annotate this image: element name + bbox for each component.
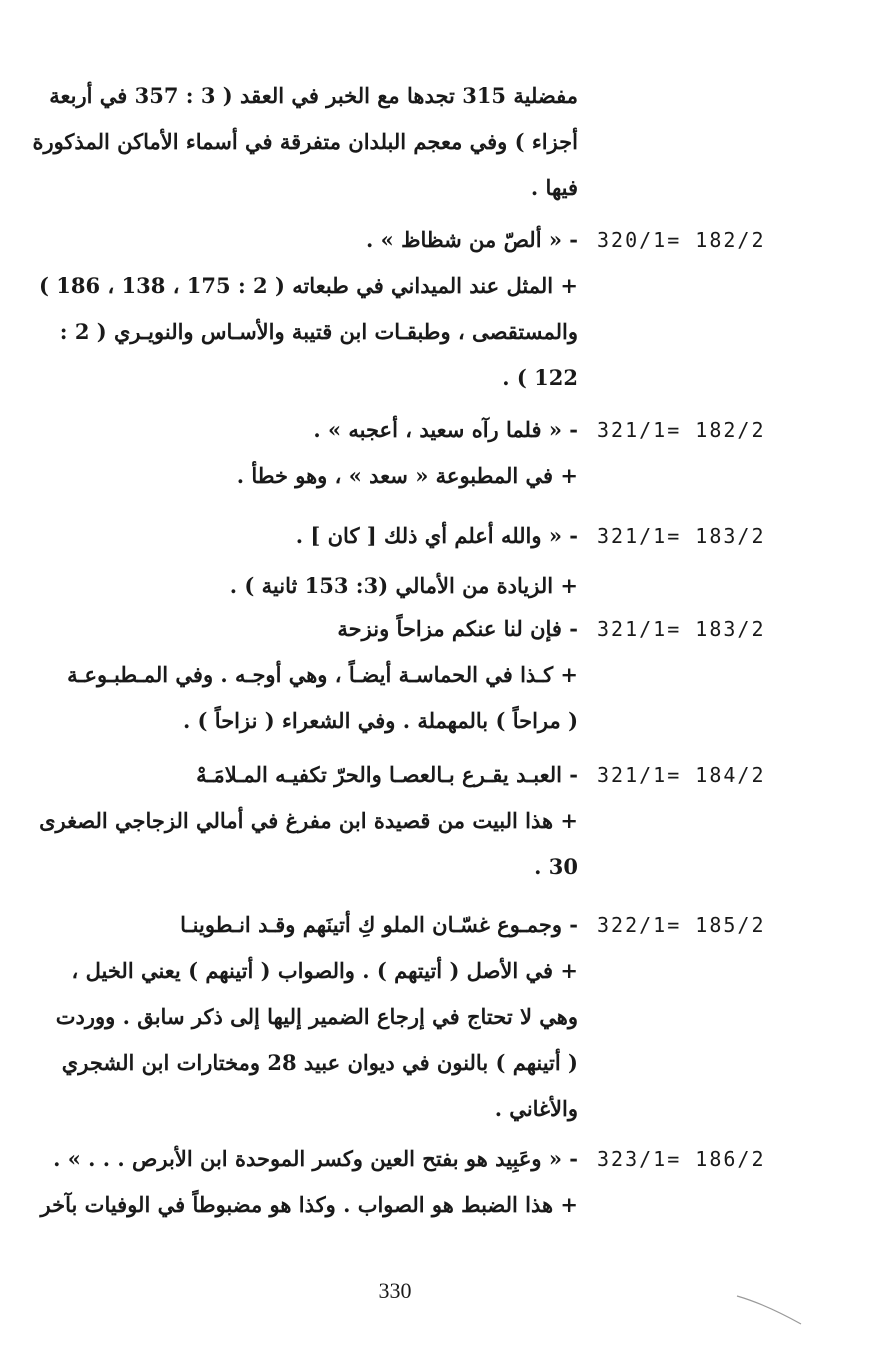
- text-line: - « فلما رآه سعيد ، أعجبه » .: [313, 417, 578, 442]
- text-line: - « ألصّ من شظاظ » .: [366, 227, 578, 252]
- intro-paragraph: [22, 73, 578, 211]
- text-line: + في الأصل ( أتيتهم ) . والصواب ( أتينهم ) يعني الخيل ،: [71, 958, 578, 983]
- text-line: والمستقصى ، وطبقـات ابن قتيبة والأسـاس والنويـري ( 2 :: [59, 319, 578, 344]
- entry-reference: 321/1= 184/2: [597, 763, 766, 787]
- text-line: وهي لا تحتاج في إرجاع الضمير إليها إلى ذكر سابق . ووردت: [55, 1004, 578, 1029]
- page-number: 330: [378, 1278, 412, 1303]
- text-line: + المثل عند الميداني في طبعاته ( 2 : 175 ، 138 ، 186 ): [39, 273, 578, 298]
- text-line: أجزاء ) وفي معجم البلدان متفرقة في أسماء الأماكن المذكورة: [32, 129, 578, 154]
- text-line: - العبـد يقـرع بـالعصـا والحرّ تكفيـه المـلامَـهْ: [196, 762, 578, 787]
- text-line: - « وعَبِيد هو بفتح العين وكسر الموحدة ابن الأبرص . . . » .: [53, 1146, 578, 1171]
- text-line: + في المطبوعة « سعد » ، وهو خطأ .: [236, 463, 578, 488]
- entry-text: [22, 1136, 578, 1228]
- entry-text: [22, 752, 578, 890]
- entry-text: [22, 563, 578, 609]
- text-line: - « والله أعلم أي ذلك [ كان ] .: [295, 523, 578, 548]
- text-line: والأغاني .: [494, 1096, 578, 1121]
- entry-text: [22, 513, 578, 559]
- text-line: - فإن لنا عنكم مزاحاً ونزحة: [337, 616, 578, 641]
- text-line: + هذا البيت من قصيدة ابن مفرغ في أمالي الزجاجي الصغرى: [39, 808, 578, 833]
- text-line: + هذا الضبط هو الصواب . وكذا هو مضبوطاً في الوفيات بآخر: [40, 1192, 578, 1217]
- text-line: + الزيادة من الأمالي (3: 153 ثانية ) .: [229, 573, 578, 598]
- entry-reference: 321/1= 182/2: [597, 418, 766, 442]
- text-line: ( أتينهم ) بالنون في ديوان عبيد 28 ومختارات ابن الشجري: [61, 1050, 578, 1075]
- entry-reference: 323/1= 186/2: [597, 1147, 766, 1171]
- entry-reference: 320/1= 182/2: [597, 228, 766, 252]
- scan-mark-decoration: [735, 1290, 803, 1330]
- text-line: فيها .: [530, 175, 578, 200]
- entry-text: [22, 606, 578, 744]
- text-line: ( مراحاً ) بالمهملة . وفي الشعراء ( نزاحاً ) .: [182, 708, 578, 733]
- entry-reference: 321/1= 183/2: [597, 524, 766, 548]
- entry-reference: 322/1= 185/2: [597, 913, 766, 937]
- text-line: 122 ) .: [502, 365, 578, 390]
- entry-text: [22, 407, 578, 499]
- text-line: مفضلية 315 تجدها مع الخبر في العقد ( 3 : 357 في أربعة: [49, 83, 578, 108]
- text-line: - وجمـوع غسّـان الملو كِ أتينَهم وقـد انـطوينـا: [180, 912, 578, 937]
- entry-text: [22, 902, 578, 1132]
- text-line: + كـذا في الحماسـة أيضـاً ، وهي أوجـه . وفي المـطبـوعـة: [67, 662, 578, 687]
- entry-text: [22, 217, 578, 401]
- entry-reference: 321/1= 183/2: [597, 617, 766, 641]
- text-line: 30 .: [534, 854, 578, 879]
